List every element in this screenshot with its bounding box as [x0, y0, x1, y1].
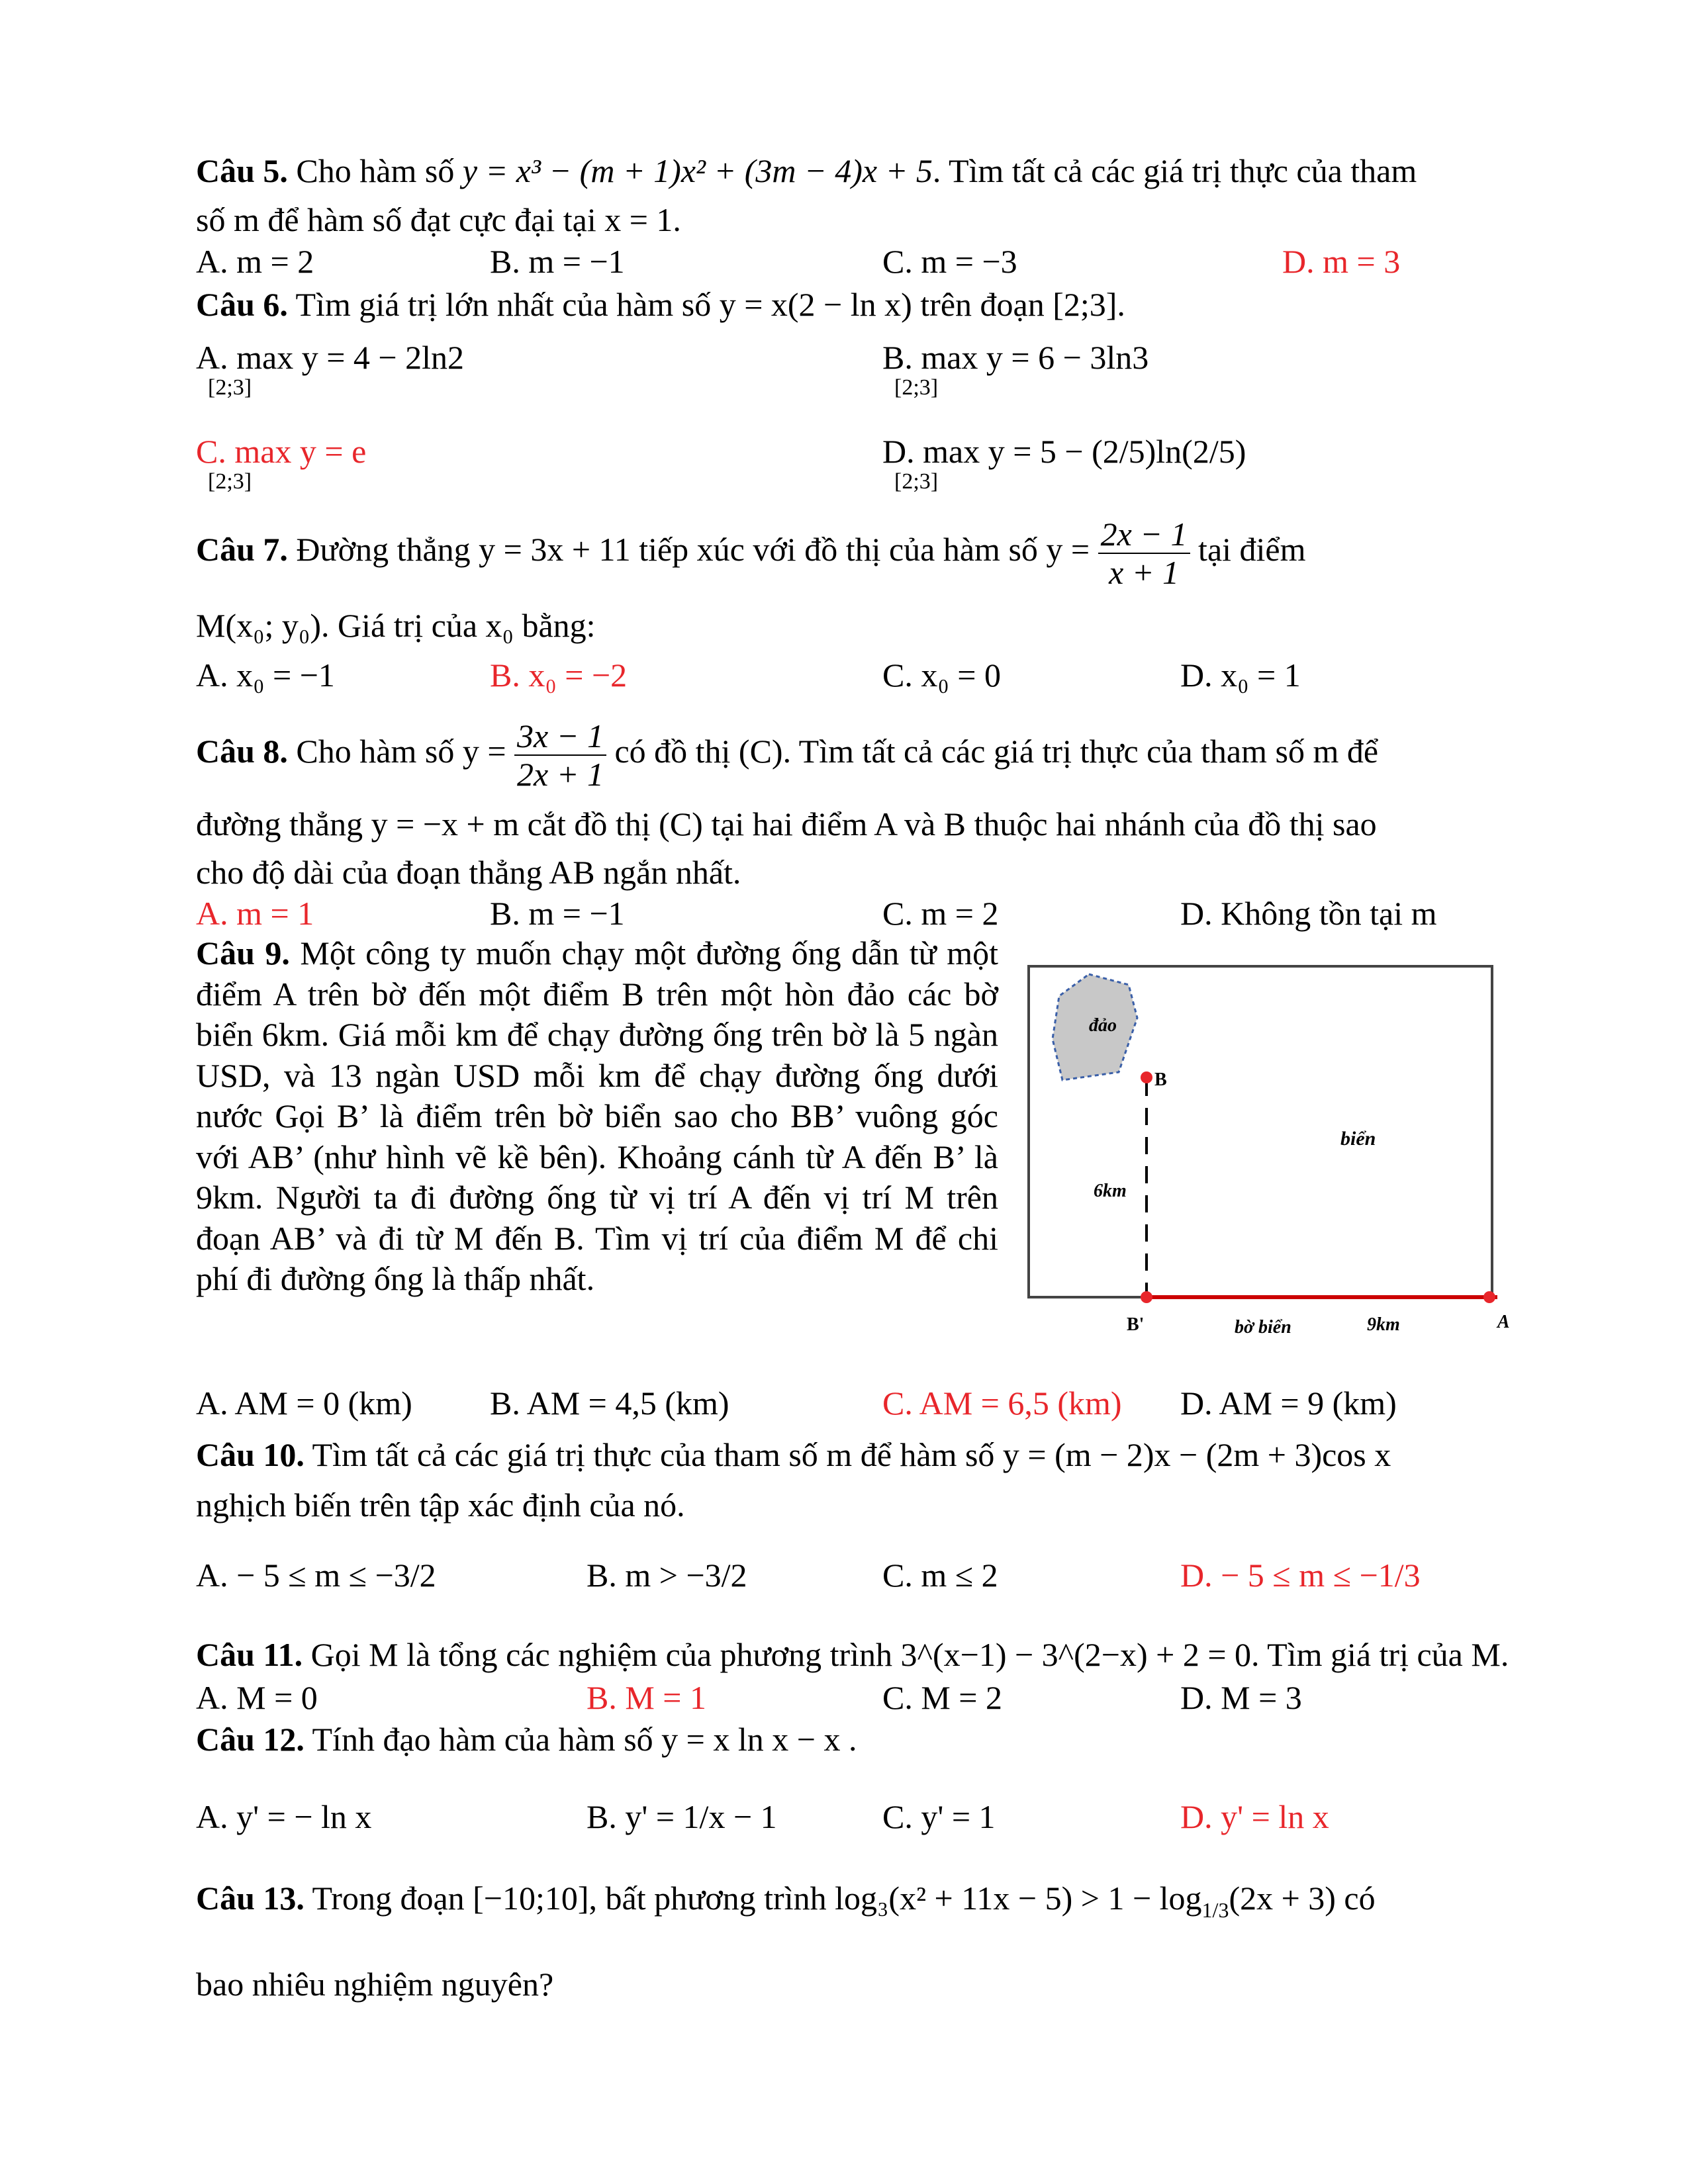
q8-option-a[interactable]: A. m = 1	[196, 895, 314, 932]
q7-option-a[interactable]: A. x₀ = −1	[196, 657, 335, 694]
q12-option-a[interactable]: A. y' = − ln x	[196, 1798, 372, 1835]
q7-fraction	[1098, 516, 1190, 591]
q11-line1	[196, 1635, 1509, 1674]
q13-text1: Trong đoạn [−10;10], bất phương trình log₃(x² + 11x − 5) > 1 − log	[304, 1880, 1202, 1917]
q7-label: Câu 7.	[196, 531, 288, 568]
q10-line1	[196, 1435, 1391, 1475]
q7-option-c[interactable]: C. x₀ = 0	[882, 657, 1001, 694]
q8-label: Câu 8.	[196, 733, 288, 770]
q8-frac-num: 3x − 1	[514, 717, 606, 756]
q6-option-d[interactable]: D. max y = 5 − (2/5)ln(2/5) [2;3]	[882, 432, 1246, 471]
q5-text1: Cho hàm số	[287, 152, 463, 189]
q9-text: Một công ty muốn chạy một đường ống dẫn từ một điểm A trên bờ đến một điểm B trên một hòn đảo các bờ biển 6km. Giá mỗi km để chạy đường ống trên bờ là 5 ngàn USD, và 13 ngàn USD mỗi km để chạy đường ống dưới nước Gọi B’ là điểm trên bờ biển sao cho BB’ vuông góc với AB’ (như hình vẽ kề bên). Khoảng cánh từ A đến B’ là 9km. Người ta đi đường ống từ vị trí A đến vị trí M trên đoạn AB’ và đi từ M đến B. Tìm vị trí của điểm M để chi phí đi đường ống là thấp nhất.	[196, 934, 999, 1297]
q13-line1	[196, 1878, 1376, 1930]
q7-text2: tại điểm	[1190, 531, 1306, 568]
q11-option-b[interactable]: B. M = 1	[586, 1679, 707, 1716]
q6-label: Câu 6.	[196, 286, 288, 323]
q6-line1	[196, 285, 1125, 324]
q12-text: Tính đạo hàm của hàm số y = x ln x − x .	[304, 1721, 857, 1758]
q9-option-b[interactable]: B. AM = 4,5 (km)	[490, 1385, 729, 1422]
q11-option-d[interactable]: D. M = 3	[1180, 1679, 1302, 1716]
q11-option-a[interactable]: A. M = 0	[196, 1679, 318, 1716]
q11-option-c[interactable]: C. M = 2	[882, 1679, 1003, 1716]
point-a	[1483, 1291, 1495, 1303]
q13-line2: bao nhiêu nghiệm nguyên?	[196, 1966, 554, 2003]
q12-option-b[interactable]: B. y' = 1/x − 1	[586, 1798, 777, 1835]
q12-option-c[interactable]: C. y' = 1	[882, 1798, 996, 1835]
q9-figure	[1026, 960, 1510, 1357]
q6-a-sub: [2;3]	[208, 375, 252, 400]
q5-option-b[interactable]: B. m = −1	[490, 243, 625, 280]
q5-line1	[196, 151, 1417, 191]
q7-line1	[196, 510, 1306, 589]
label-b: B	[1154, 1069, 1167, 1090]
q8-option-d[interactable]: D. Không tồn tại m	[1180, 895, 1437, 932]
q5-option-a[interactable]: A. m = 2	[196, 243, 314, 280]
point-b-prime	[1141, 1291, 1152, 1303]
q5-option-c[interactable]: C. m = −3	[882, 243, 1017, 280]
label-shore: bờ biển	[1235, 1317, 1291, 1338]
q9-option-c[interactable]: C. AM = 6,5 (km)	[882, 1385, 1122, 1422]
q7-option-b[interactable]: B. x₀ = −2	[490, 657, 628, 694]
q8-line3: cho độ dài của đoạn thẳng AB ngắn nhất.	[196, 854, 741, 891]
q10-text: Tìm tất cả các giá trị thực của tham số m để hàm số y = (m − 2)x − (2m + 3)cos x	[304, 1436, 1391, 1473]
q8-line1	[196, 711, 1378, 791]
q10-option-d[interactable]: D. − 5 ≤ m ≤ −1/3	[1180, 1557, 1421, 1594]
q6-d-sub: [2;3]	[894, 469, 939, 494]
q10-option-b[interactable]: B. m > −3/2	[586, 1557, 747, 1594]
q5-label: Câu 5.	[196, 152, 288, 189]
q7-frac-num: 2x − 1	[1098, 516, 1190, 554]
q11-text: Gọi M là tổng các nghiệm của phương trình 3^(x−1) − 3^(2−x) + 2 = 0. Tìm giá trị của M.	[303, 1636, 1509, 1673]
q5-formula: y = x³ − (m + 1)x² + (3m − 4)x + 5	[462, 152, 933, 189]
q8-text1: Cho hàm số y =	[287, 733, 515, 770]
q10-line2: nghịch biến trên tập xác định của nó.	[196, 1486, 685, 1524]
q9-paragraph	[196, 933, 998, 1300]
q8-fraction	[514, 717, 606, 793]
label-b-prime: B'	[1127, 1314, 1145, 1335]
q6-text: Tìm giá trị lớn nhất của hàm số y = x(2 − ln x) trên đoạn [2;3].	[287, 286, 1125, 323]
q9-label: Câu 9.	[196, 934, 290, 972]
q13-label: Câu 13.	[196, 1880, 305, 1917]
q6-option-b[interactable]: B. max y = 6 − 3ln3 [2;3]	[882, 338, 1149, 377]
q12-line1	[196, 1719, 857, 1759]
q5-line2: số m để hàm số đạt cực đại tại x = 1.	[196, 201, 681, 238]
q13-log-base: 1/3	[1201, 1898, 1229, 1922]
label-a: A	[1497, 1312, 1510, 1332]
q6-c-sub: [2;3]	[208, 469, 252, 494]
q8-text2: có đồ thị (C). Tìm tất cả các giá trị thực của tham số m để	[606, 733, 1379, 770]
q7-text1: Đường thẳng y = 3x + 11 tiếp xúc với đồ thị của hàm số y =	[287, 531, 1098, 568]
q13-text2: (2x + 3) có	[1229, 1880, 1376, 1917]
q10-label: Câu 10.	[196, 1436, 305, 1473]
q8-option-b[interactable]: B. m = −1	[490, 895, 625, 932]
q8-option-c[interactable]: C. m = 2	[882, 895, 999, 932]
q10-option-a[interactable]: A. − 5 ≤ m ≤ −3/2	[196, 1557, 436, 1594]
label-9km: 9km	[1367, 1314, 1400, 1335]
q12-label: Câu 12.	[196, 1721, 305, 1758]
island-label: đảo	[1089, 1015, 1117, 1036]
q12-option-d[interactable]: D. y' = ln x	[1180, 1798, 1329, 1835]
q8-frac-den: 2x + 1	[517, 755, 604, 793]
q7-line2: M(x₀; y₀). Giá trị của x₀ bằng:	[196, 607, 596, 644]
q9-option-a[interactable]: A. AM = 0 (km)	[196, 1385, 412, 1422]
q11-label: Câu 11.	[196, 1636, 303, 1673]
q9-option-d[interactable]: D. AM = 9 (km)	[1180, 1385, 1397, 1422]
q7-option-d[interactable]: D. x₀ = 1	[1180, 657, 1301, 694]
label-sea: biển	[1340, 1128, 1376, 1150]
point-b	[1141, 1071, 1152, 1083]
q6-option-a[interactable]: A. max y = 4 − 2ln2 [2;3]	[196, 338, 464, 377]
q8-line2: đường thẳng y = −x + m cắt đồ thị (C) tại hai điểm A và B thuộc hai nhánh của đồ thị sao	[196, 805, 1377, 842]
q5-text2: . Tìm tất cả các giá trị thực của tham	[932, 152, 1417, 189]
q6-option-c[interactable]: C. max y = e [2;3]	[196, 432, 366, 471]
q6-b-sub: [2;3]	[894, 375, 939, 400]
label-6km: 6km	[1094, 1181, 1127, 1201]
q5-option-d[interactable]: D. m = 3	[1282, 243, 1401, 280]
q7-frac-den: x + 1	[1109, 553, 1180, 591]
q10-option-c[interactable]: C. m ≤ 2	[882, 1557, 998, 1594]
